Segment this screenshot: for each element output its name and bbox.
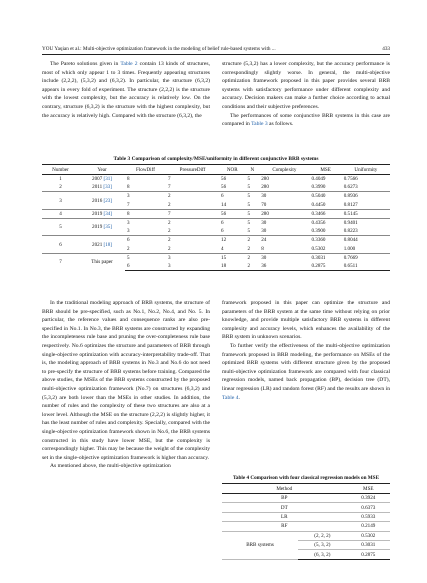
table3-cell-pressure: 2: [167, 201, 171, 208]
table3-cell-pressure: 2: [166, 236, 219, 245]
table3-row: [42, 236, 390, 245]
table3-ref-link[interactable]: [35]: [103, 224, 113, 231]
table3-cell-number: 6: [42, 236, 79, 253]
table3-cell-n: 2: [245, 253, 259, 262]
table4-cell-method: BRB systems: [222, 531, 298, 559]
table3-cell-pressure: 2: [167, 245, 171, 252]
table3-cell-number: 3: [42, 192, 79, 209]
table3-ref-link[interactable]: [23]: [103, 197, 113, 204]
table3-cell-number: 4: [42, 209, 79, 218]
table3-cell-complexity: 24: [259, 236, 309, 245]
table3-cell-pressure: 2: [166, 192, 219, 201]
table3-cell-nor: 56: [219, 209, 245, 218]
table3-cell-nor: 56: [221, 184, 227, 191]
table3-cell-n: 2: [247, 245, 251, 252]
table3-cell-year: [79, 209, 125, 218]
table3: [42, 164, 390, 271]
table3-cell-uniformity: 1.000: [343, 245, 356, 252]
table4-cell-mse: 0.3031: [347, 540, 390, 549]
table3-cell-flow: 5: [125, 253, 166, 262]
table4-caption: Table 4 Comparison with four classical regression models on MSE: [232, 475, 380, 481]
table3-cell-complexity: 8: [261, 245, 264, 252]
table3-cell-nor: 6: [219, 192, 245, 201]
table3-cell-flow: 8: [125, 209, 166, 218]
table3-cell-nor: 6: [219, 218, 245, 227]
table3-cell-year: [79, 253, 125, 270]
table3-ref-link[interactable]: [18]: [103, 241, 113, 248]
table3-cell-flow: 6: [125, 236, 166, 245]
table3-year-text: 2021: [92, 241, 103, 248]
table3-year-text: 2019: [92, 224, 103, 231]
table3-row: [42, 253, 390, 262]
table3-year-text: 2011: [92, 184, 103, 191]
paragraph-verify: To further verify the effectiveness of the multi-objective optimization framework proposed in BRB modeling, the performance on MSEs of the optimized BRB systems with different structure given by the proposed multi-objective optimization framework are compared with four classical regression models, named back propagation (BP), decision tree (DT), linear regression (LR) and random forest (RF) and the results are shown in Table 4.: [222, 342, 390, 401]
table3-cell-flow: 3: [125, 218, 166, 227]
table4-header: Method: [222, 484, 347, 494]
table3-body: [42, 175, 390, 271]
paragraph-framework: framework proposed in this paper can optimize the structure and parameters of the BRB system at the same time without relying on prior knowledge, and provide multiple satisfactory BRB systems in different complexity and accuracy levels, which enhances the availability of the BRB system in unknown scenarios.: [222, 300, 390, 341]
bottom-right-column: [222, 299, 390, 402]
top-right-column: [222, 60, 390, 129]
top-left-column: [42, 60, 210, 120]
table3-header: Number: [42, 165, 79, 175]
table3-cell-mse: 0.2875: [309, 262, 341, 271]
table4-cell-mse: 0.5302: [347, 531, 390, 540]
paragraph-performances: The performances of some conjunctive BRB systems in this case are compared in Table 3 as follows.: [222, 112, 390, 128]
table3-cell-mse: 0.5302: [311, 245, 326, 252]
table3-cell-mse: 0.3466: [309, 209, 341, 218]
bottom-left-column: [42, 299, 210, 471]
table3-header: FlowDiff: [125, 165, 166, 175]
table3-cell-nor: 12: [219, 236, 245, 245]
header-rule: [42, 54, 390, 55]
table3-cell-pressure: 2: [167, 228, 171, 235]
table4-link[interactable]: Table 4: [222, 394, 239, 401]
page-number: 433: [382, 46, 390, 52]
table3-cell-uniformity: 0.9401: [342, 218, 390, 227]
table4-cell-structure: (5, 3, 2): [298, 540, 346, 549]
table4-row: [222, 512, 390, 521]
table3-header-row: [42, 165, 390, 175]
table3-cell-complexity: 70: [261, 201, 267, 208]
table4-body: [222, 494, 390, 560]
table3-cell-pressure: 7: [166, 209, 219, 218]
table3-cell-mse: 0.5040: [309, 192, 341, 201]
table3-cell-nor: 56: [221, 176, 227, 183]
table3-cell-mse: 0.3900: [311, 228, 326, 235]
table3-cell-flow: 8: [127, 176, 130, 183]
table3-cell-mse: 0.3990: [311, 184, 326, 191]
table2-link[interactable]: Table 2: [120, 61, 138, 67]
table3-cell-n: 2: [245, 262, 259, 271]
table3-cell-year: [79, 192, 125, 209]
table3-cell-uniformity: 0.8936: [342, 192, 390, 201]
table3-cell-n: 5: [245, 218, 259, 227]
table3-cell-n: 5: [245, 209, 259, 218]
paragraph-as-mentioned: As mentioned above, the multi-objective optimization: [50, 463, 171, 470]
table3-cell-uniformity: 0.6273: [343, 184, 358, 191]
paragraph-traditional: In the traditional modeling approach of BRB systems, the structure of BRB should be pre-specified, such as No.1, No.2, No.4, and No. 5. In particular, the reference values and consequence ranks are also pre-specified in No.1. In No.3, the BRB systems are constructed by expanding the incompleteness rule base and pruning the over-completeness rule base respectively. No.6 optimizes the structure and parameters of BRB through single-objective optimization with accuracy-interpretability trade-off. That is, the modeling approach of BRB systems in No.3 and No.6 do not need to pre-specify the structure of BRB systems before training. Compared the above studies, the MSEs of the BRB systems constructed by the proposed multi-objective optimization framework (No.7) on structures (6,3,2) and (5,3,2) are both lower than the MSEs in other studies. In addition, the number of rules and the complexity of these two structures are also at a lower level. Although the MSE on the structure (2,2,2) is slightly higher, it has the least number of rules and complexity. Specially, compared with the single-objective optimization framework shown in No.6, the BRB systems constructed in this study have lower MSE, but the complexity is correspondingly higher. This may be because the weight of the complexity set in the single-objective optimization framework is higher than accuracy.: [42, 300, 210, 461]
table3-header: Complexity: [259, 165, 309, 175]
table3-ref-link[interactable]: [34]: [103, 210, 113, 217]
table4-cell-method: LR: [222, 512, 347, 521]
table3-cell-uniformity: 0.6511: [342, 262, 390, 271]
paragraph-pareto: The Pareto solutions given in Table 2 contain 13 kinds of structures, most of which only appear 1 to 3 times. Frequently appearing structures include (2,2,2), (5,3,2) and (6,3,2). In particular, the structure (6,3,2) appears in every fold of experiment. The structure (2,2,2) is the structure with the lowest complexity, but the accuracy is relatively low. On the contrary, structure (6,3,2) is the structure with the highest complexity, but the accuracy is relatively high. Compared with the structure (6,3,2), the: [42, 61, 210, 119]
table3-cell-pressure: 3: [166, 262, 219, 271]
table3-row: [42, 183, 390, 192]
table3-cell-uniformity: 0.8044: [342, 236, 390, 245]
table3-cell-number: 1: [59, 176, 62, 183]
running-header: [42, 46, 390, 52]
table3-year-text: This paper: [91, 259, 113, 266]
table3-cell-year: [79, 175, 125, 184]
table3-cell-nor: 18: [219, 262, 245, 271]
table3-cell-mse: 0.4049: [311, 176, 326, 183]
table3-row: [42, 218, 390, 227]
table3-cell-complexity: 280: [261, 176, 269, 183]
table3-header: PressureDiff: [166, 165, 219, 175]
table3-ref-link[interactable]: [33]: [103, 184, 112, 191]
table3-cell-complexity: 280: [261, 184, 269, 191]
table3-header: MSE: [309, 165, 341, 175]
table3-header: N: [245, 165, 259, 175]
table3-cell-n: 5: [245, 192, 259, 201]
table4-cell-structure: (6, 3, 2): [298, 550, 346, 559]
table3-caption: Table 3 Comparison of complexity/MSE/uniformity in different conjunctive BRB systems: [113, 156, 319, 162]
table3-cell-nor: 15: [219, 253, 245, 262]
table3-cell-mse: 0.4356: [309, 218, 341, 227]
table3-year-text: 2019: [92, 210, 103, 217]
table3-row: [42, 175, 390, 184]
table3-cell-complexity: 30: [259, 253, 309, 262]
table4-header-row: [222, 484, 390, 494]
table3-cell-number: 2: [59, 184, 62, 191]
table3-header: Year: [79, 165, 125, 175]
table3-cell-uniformity: 0.7566: [343, 176, 358, 183]
table3-cell-uniformity: 0.5145: [342, 209, 390, 218]
table3-cell-nor: 4: [221, 245, 224, 252]
table4-header: MSE: [347, 484, 390, 494]
table3-cell-uniformity: 0.7669: [342, 253, 390, 262]
table3-cell-pressure: 7: [167, 176, 171, 183]
table4-cell-structure: (2, 2, 2): [298, 531, 346, 540]
table3-cell-uniformity: 0.8127: [343, 201, 358, 208]
table3-cell-mse: 0.3031: [309, 253, 341, 262]
table3-cell-complexity: 30: [259, 218, 309, 227]
table3-cell-complexity: 30: [259, 192, 309, 201]
table4-cell-method: BP: [222, 494, 347, 503]
table3-cell-year: [79, 183, 125, 192]
table3-cell-n: 5: [247, 176, 251, 183]
table3-cell-n: 2: [245, 236, 259, 245]
table4-cell-method: RF: [222, 522, 347, 531]
running-title: YOU Yaqian et al.: Multi-objective optimization framework in the modeling of belief rule-based systems with ...: [42, 46, 276, 52]
table3-cell-flow: 8: [127, 184, 130, 191]
table3-year-text: 2016: [92, 197, 103, 204]
table3-row: [42, 209, 390, 218]
table3-cell-flow: 3: [125, 192, 166, 201]
table3-year-text: 2007: [92, 176, 103, 183]
table3-cell-mse: 0.4450: [311, 201, 326, 208]
table3-cell-n: 5: [247, 201, 251, 208]
table4-cell-mse: 0.3924: [347, 494, 390, 503]
table4-row: [222, 503, 390, 512]
table3-cell-pressure: 7: [167, 184, 171, 191]
table3-cell-nor: 6: [221, 228, 224, 235]
table3-cell-mse: 0.3360: [309, 236, 341, 245]
table3-header: Uniformity: [342, 165, 390, 175]
table3-cell-nor: 14: [221, 201, 227, 208]
table4-cell-mse: 0.6373: [347, 503, 390, 512]
table4-row: [222, 522, 390, 531]
table3-cell-flow: 3: [127, 228, 130, 235]
table3-cell-number: 5: [42, 218, 79, 235]
table3-cell-year: [79, 236, 125, 253]
table3-cell-complexity: 280: [259, 209, 309, 218]
table4-row: [222, 494, 390, 503]
table3-cell-n: 5: [247, 228, 251, 235]
table4-cell-mse: 0.5933: [347, 512, 390, 521]
table3-cell-flow: 6: [125, 262, 166, 271]
table3-cell-n: 5: [247, 184, 251, 191]
table3-cell-flow: 7: [127, 201, 130, 208]
table3-cell-complexity: 30: [261, 228, 267, 235]
table3-cell-uniformity: 0.8223: [343, 228, 358, 235]
table3-ref-link[interactable]: [31]: [103, 176, 113, 183]
table4-cell-mse: 0.2149: [347, 522, 390, 531]
table3-cell-pressure: 3: [166, 253, 219, 262]
table4-cell-mse: 0.2875: [347, 550, 390, 559]
table3-cell-pressure: 2: [166, 218, 219, 227]
table3-cell-complexity: 36: [259, 262, 309, 271]
table3-link[interactable]: Table 3: [251, 121, 268, 128]
table3-header: NOR: [219, 165, 245, 175]
table4-cell-method: DT: [222, 503, 347, 512]
table4-row: [222, 531, 390, 540]
paragraph-structure: structure (5,3,2) has a lower complexity, but the accuracy performance is correspondingly slightly worse. In general, the multi-objective optimization framework proposed in this paper provides several BRB systems with satisfactory performance under different complexity and accuracy. Decision makers can make a further choice according to actual conditions and their subjective preferences.: [222, 61, 390, 110]
table3-cell-flow: 2: [127, 245, 130, 252]
table3-cell-year: [79, 218, 125, 235]
table3-row: [42, 192, 390, 201]
table3-cell-number: 7: [42, 253, 79, 270]
table4: [222, 483, 390, 560]
